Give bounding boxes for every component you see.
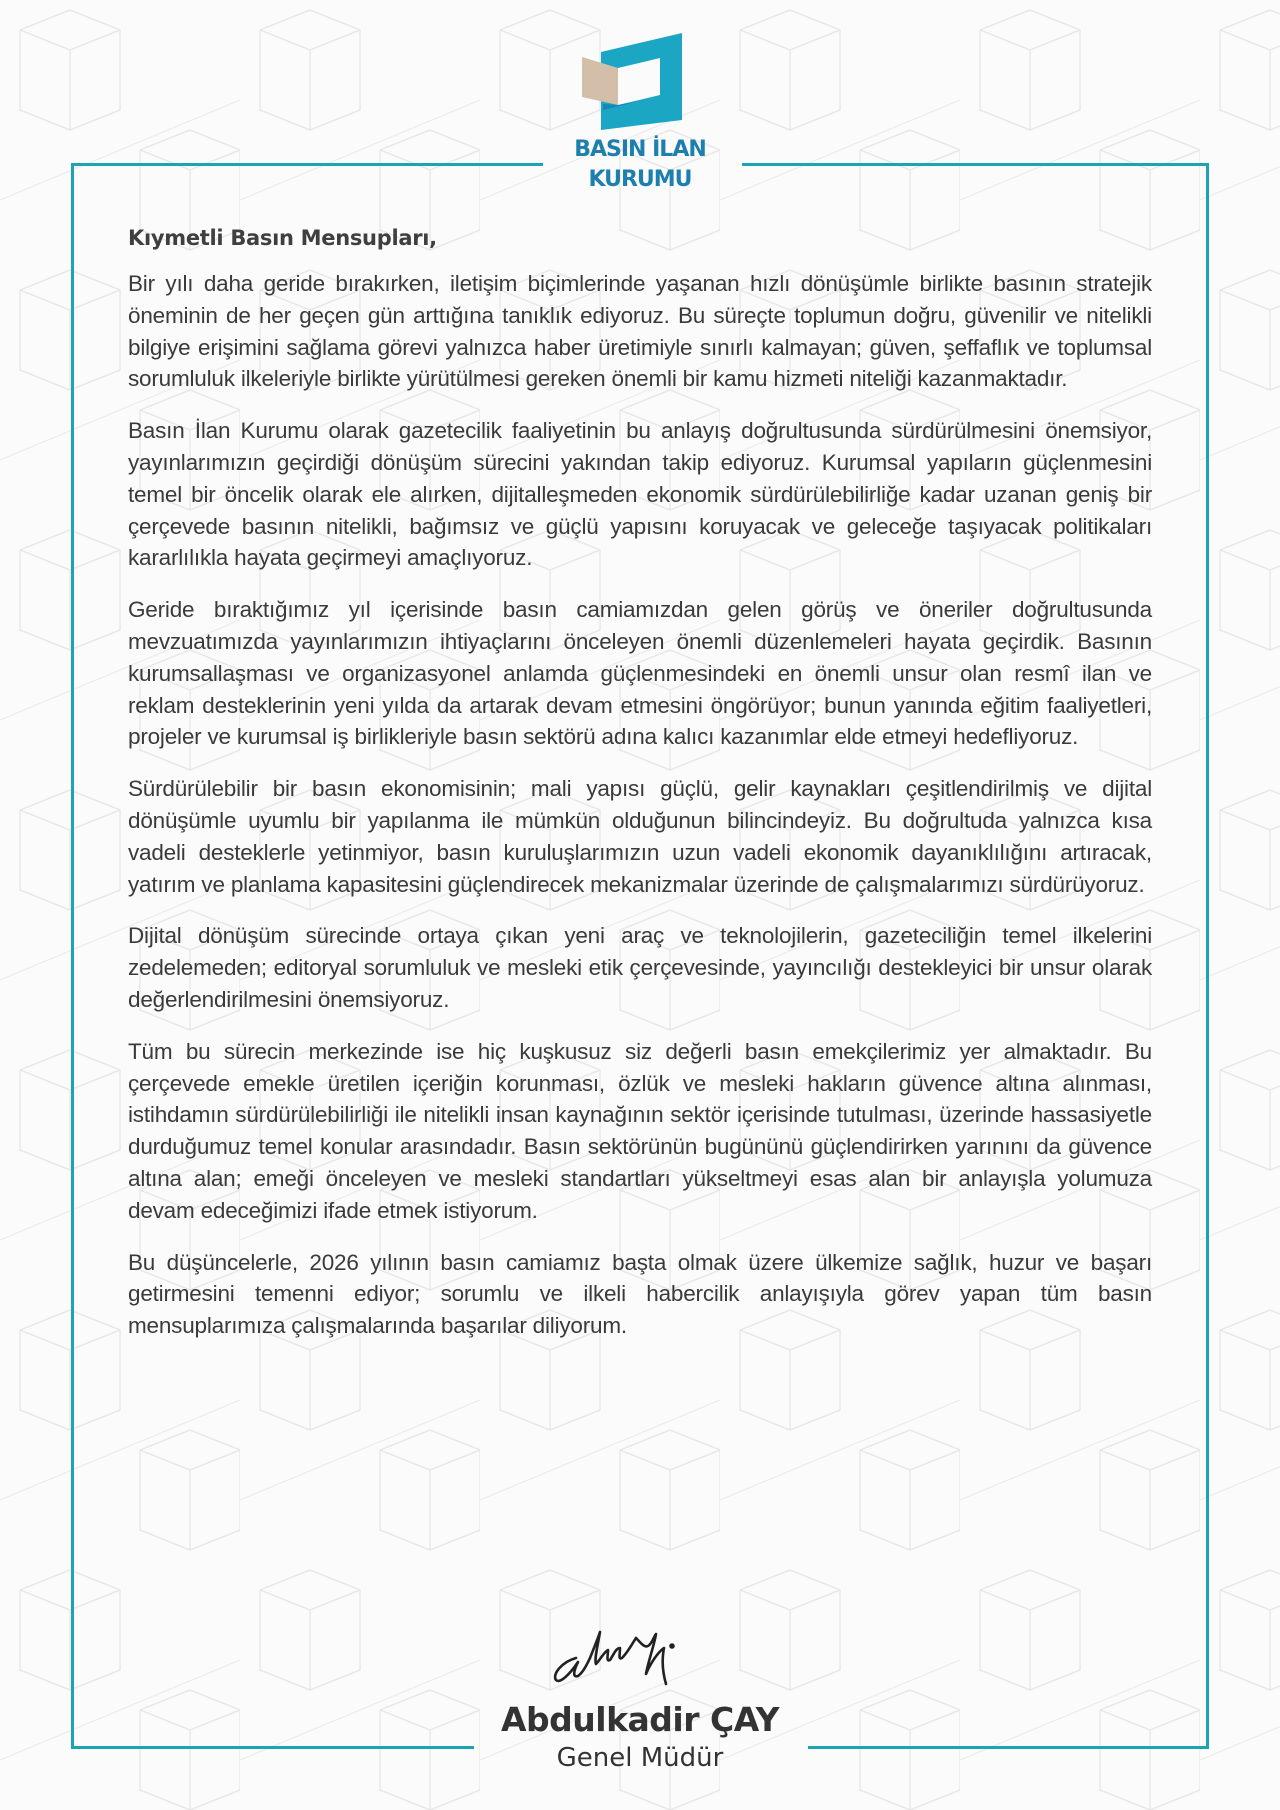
book-frame-logo-icon xyxy=(560,20,720,135)
frame-right xyxy=(1206,163,1209,1749)
letter-paragraph-2: Basın İlan Kurumu olarak gazetecilik faaliyetinin bu anlayış doğrultusunda sürdürülmesini önemsiyor, yayınlarımızın geçirdiği dönüşüm sürecini yakından takip ediyoruz. Kurumsal yapıların güçlenmesini temel bir öncelik olarak ele alırken, dijitalleşmeden ekonomik sürdürülebilirliğe kadar uzanan geniş bir çerçevede basının nitelikli, bağımsız ve güçlü yapısını koruyacak ve geleceğe taşıyacak politikaları kararlılıkla hayata geçirmeyi amaçlıyoruz. xyxy=(128,418,1152,571)
letter-body xyxy=(128,226,1152,1362)
letter-paragraph-1: Bir yılı daha geride bırakırken, iletişim biçimlerinde yaşanan hızlı dönüşümle birlikte basının stratejik öneminin de her geçen gün arttığına tanıklık ediyoruz. Bu süreçte toplumun doğru, güvenilir ve nitelikli bilgiye erişimini sağlama görevi yalnızca haber üretimiyle sınırlı kalmayan; güven, şeffaflık ve toplumsal sorumluluk ilkeleriyle birlikte yürütülmesi gereken önemli bir kamu hizmeti niteliği kazanmaktadır. xyxy=(128,271,1152,392)
letter-paragraph-7: Bu düşüncelerle, 2026 yılının basın camiamız başta olmak üzere ülkemize sağlık, huzur ve başarı getirmesini temenni ediyor; sorumlu ve ilkeli habercilik anlayışıyla görev yapan tüm basın mensuplarımıza çalışmalarında başarılar diliyorum. xyxy=(128,1249,1152,1339)
frame-top-left xyxy=(71,163,543,166)
letter-paragraph-6: Tüm bu sürecin merkezinde ise hiç kuşkusuz siz değerli basın emekçilerimiz yer almaktadır. Bu çerçevede emekle üretilen içeriğin korunması, özlük ve mesleki hakların güvence altına alınması, istihdamın sürdürülebilirliği ile nitelikli insan kaynağının sektör içerisinde tutulması, üzerinde hassasiyetle durduğumuz temel konular arasındadır. Basın sektörünün bugününü güçlendirirken yarınını da güvence altına alan; emeği önceleyen ve mesleki standartları yükseltmeyi esas alan bir anlayışla yolumuza devam edeceğimizi ifade etmek istiyorum. xyxy=(128,1038,1152,1223)
handwritten-signature-icon xyxy=(548,1618,738,1688)
letter-greeting: Kıymetli Basın Mensupları, xyxy=(128,226,437,250)
letter-paragraph-5: Dijital dönüşüm sürecinde ortaya çıkan yeni araç ve teknolojilerin, gazeteciliğin temel ilkelerini zedelemeden; editoryal sorumluluk ve mesleki etik çerçevesinde, yayıncılığı destekleyici bir unsur olarak değerlendirilmesini önemsiyoruz. xyxy=(128,923,1152,1012)
signatory-title: Genel Müdür xyxy=(556,1743,724,1773)
letter-paragraph-4: Sürdürülebilir bir basın ekonomisinin; mali yapısı güçlü, gelir kaynakları çeşitlendirilmiş ve dijital dönüşümle uyumlu bir yapılanma ile mümkün olduğunun bilincindeyiz. Bu doğrultuda yalnızca kısa vadeli desteklerle yetinmiyor, basın kuruluşlarımızın uzun vadeli ekonomik dayanıklılığını artıracak, yatırım ve planlama kapasitesini güçlendirecek mekanizmalar üzerinde de çalışmalarımızı sürdürüyoruz. xyxy=(128,776,1152,897)
letter-paragraph-3: Geride bıraktığımız yıl içerisinde basın camiamızdan gelen görüş ve öneriler doğrultusunda mevzuatımızda yayınlarımızın ihtiyaçlarını önceleyen önemli düzenlemeleri hayata geçirdik. Basının kurumsallaşması ve organizasyonel anlamda güçlenmesindeki en önemli unsur olan resmî ilan ve reklam desteklerinin yeni yılda da artarak devam etmesini öngörüyor; bunun yanında eğitim faaliyetleri, projeler ve kurumsal iş birlikleriyle basın sektörü adına kalıcı kazanımlar elde etmeyi hedefliyoruz. xyxy=(128,597,1152,750)
frame-left xyxy=(71,163,74,1749)
basin-ilan-kurumu-logo xyxy=(560,20,720,195)
frame-top-right xyxy=(742,163,1209,166)
logo-text-line2: KURUMU xyxy=(588,167,692,192)
signatory-name: Abdulkadir ÇAY xyxy=(501,1700,779,1739)
logo-text-line1: BASIN İLAN xyxy=(574,137,706,162)
